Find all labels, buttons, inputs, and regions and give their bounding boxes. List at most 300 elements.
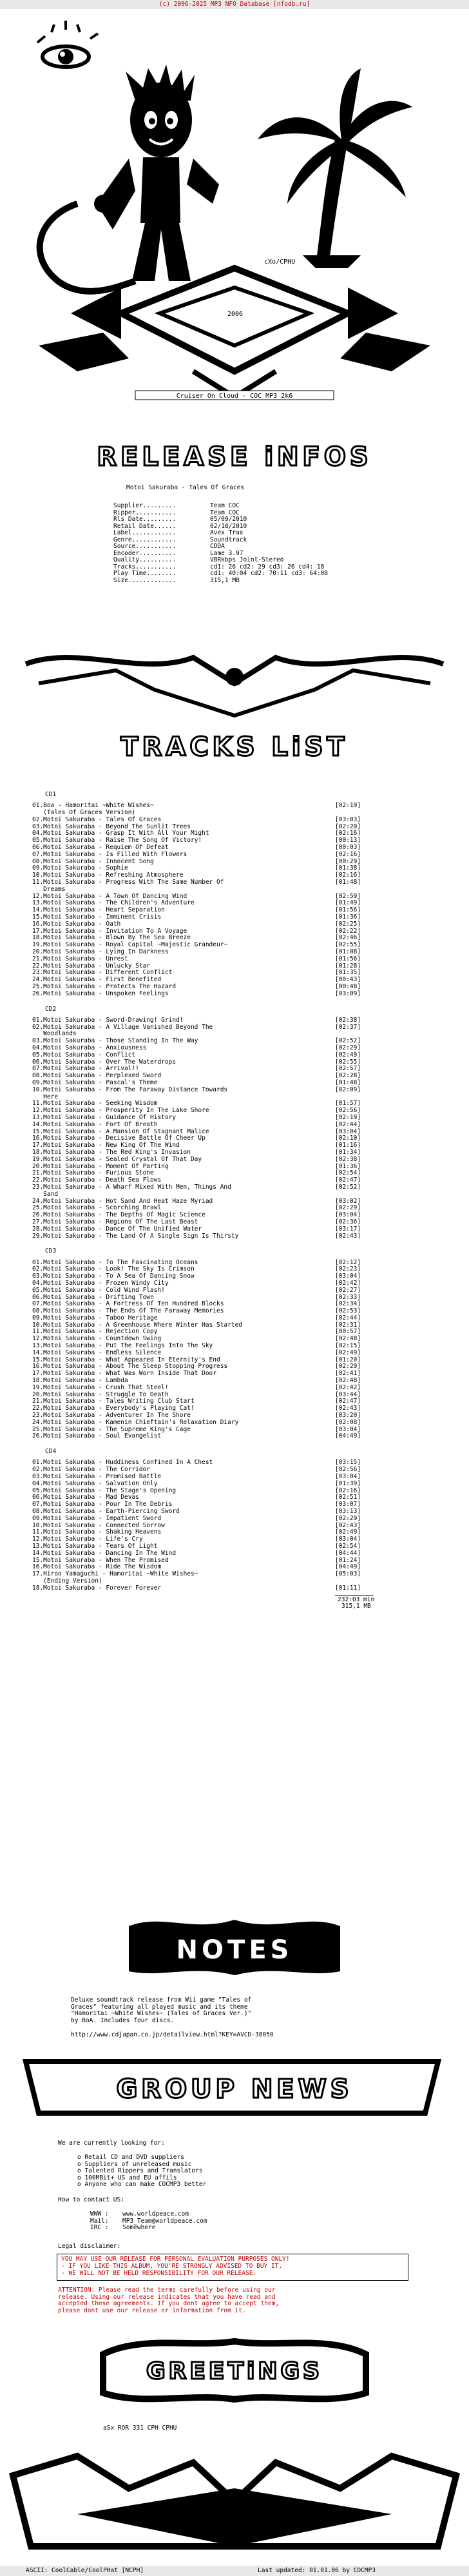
track-title: 28.Motoi Sakuraba - Dance Of The Unified Water (32, 1225, 202, 1233)
track-duration: [00:48] (335, 982, 361, 990)
release-field-label: Genre............ (113, 536, 177, 543)
tracks-list-heading (0, 728, 469, 766)
news-item: o Anyone who can make COCMP3 better (77, 2181, 207, 2188)
track-title: 03.Motoi Sakuraba - To A Sea Of Dancing Snow (32, 1273, 195, 1280)
track-duration: [02:25] (335, 920, 361, 928)
contact-value: MP3_Team@worldpeace.com (122, 2217, 207, 2225)
release-field-label: Tracks........... (113, 563, 177, 571)
track-title: 25.Motoi Sakuraba - The Supreme King's Cage (32, 1425, 191, 1433)
track-title: 15.Motoi Sakuraba - Imminent Crisis (32, 913, 162, 921)
attention-text (58, 2287, 279, 2314)
track-title: 03.Motoi Sakuraba - Those Standing In The Way (32, 1037, 198, 1045)
track-title: Here (32, 1093, 59, 1100)
track-row (32, 1024, 380, 1031)
track-title: 11.Motoi Sakuraba - Progress With The Same Number Of (32, 879, 224, 886)
track-title: 19.Motoi Sakuraba - Royal Capital ~Majestic Grandeur~ (32, 941, 228, 949)
track-row (32, 1087, 380, 1094)
track-duration: [01:20] (335, 1356, 361, 1363)
contact-label: WWW : (90, 2210, 109, 2218)
footer-right: Last updated: 01.01.06 by COCMP3 (258, 2567, 376, 2574)
track-title: 14.Motoi Sakuraba - Dancing In The Wind (32, 1549, 177, 1557)
track-duration: [03:20] (335, 1412, 361, 1420)
release-field-value: Soundtrack (210, 536, 247, 543)
track-title: 10.Motoi Sakuraba - From The Faraway Distance Towards (32, 1086, 228, 1093)
track-title: 25.Motoi Sakuraba - Protects The Hazard (32, 982, 177, 990)
track-duration: [02:34] (335, 1300, 361, 1308)
track-title: 29.Motoi Sakuraba - The Land Of A Single Sign Is Thirsty (32, 1232, 239, 1240)
track-title: 21.Motoi Sakuraba - Tales Writing Club Start (32, 1398, 195, 1405)
track-duration: [02:56] (335, 1107, 361, 1115)
track-duration: [03:04] (335, 1536, 361, 1543)
release-field-label: Encoder.......... (113, 549, 177, 557)
track-duration: [00:13] (335, 837, 361, 844)
track-duration: [02:49] (335, 1349, 361, 1356)
track-title: 01.Boa - Hamoritai ~White Wishes~ (32, 802, 154, 810)
track-row (32, 879, 380, 886)
track-duration: [02:53] (335, 1307, 361, 1315)
contact-value: www.worldpeace.com (122, 2210, 189, 2218)
release-field-label: Play Time........ (113, 570, 177, 577)
track-duration: [01:36] (335, 1162, 361, 1170)
track-duration: [02:19] (335, 1113, 361, 1121)
track-title: 09.Motoi Sakuraba - Taboo Heritage (32, 1314, 158, 1322)
track-title: 27.Motoi Sakuraba - Regions Of The Last Beast (32, 1218, 198, 1225)
eye-icon (37, 21, 98, 67)
track-title: 26.Motoi Sakuraba - Unspoken Feelings (32, 990, 169, 997)
figure-icon (40, 64, 219, 291)
release-infos-title: RELEASE iNFOS (97, 442, 372, 472)
track-title: 24.Motoi Sakuraba - First Benefited (32, 976, 162, 984)
logo-banner: Cruiser On Cloud - COC MP3 2k6 (176, 393, 293, 400)
track-title: 20.Motoi Sakuraba - Moment Of Parting (32, 1162, 169, 1170)
track-duration: [02:09] (335, 1086, 361, 1093)
news-item: o 100MBit+ US and EU affils (77, 2174, 177, 2181)
notes-text (71, 1997, 251, 2024)
cd-label: CD4 (45, 1448, 57, 1456)
contact-row (90, 2224, 156, 2232)
track-duration: [01:35] (335, 969, 361, 977)
track-duration: [01:38] (335, 864, 361, 872)
track-duration: [02:12] (335, 1258, 361, 1266)
track-title: 02.Motoi Sakuraba - Look! The Sky Is Crimson (32, 1265, 195, 1273)
track-duration: [01:56] (335, 906, 361, 914)
track-title: 04.Motoi Sakuraba - Grasp It With All Your Might (32, 830, 209, 837)
track-title: 14.Motoi Sakuraba - Fort Of Breath (32, 1120, 158, 1128)
track-duration: [02:48] (335, 1335, 361, 1343)
track-duration: [02:36] (335, 1218, 361, 1225)
release-field-label: Quality.......... (113, 556, 177, 563)
track-title: 26.Motoi Sakuraba - The Depths Of Magic Science (32, 1211, 206, 1219)
track-duration: [02:27] (335, 1286, 361, 1294)
track-duration: [02:16] (335, 872, 361, 879)
group-news-art (0, 2049, 469, 2126)
release-field-label: Rls Date......... (113, 516, 177, 523)
release-field-value: Team COC (210, 502, 240, 509)
track-title: 01.Motoi Sakuraba - Sword-Drawing! Grind! (32, 1016, 184, 1024)
track-title: 24.Motoi Sakuraba - Kamenin Chieftain's Relaxation Diary (32, 1418, 239, 1426)
track-row (32, 1233, 380, 1240)
track-title: 11.Motoi Sakuraba - Shaking Heavens (32, 1528, 162, 1536)
track-title: 15.Motoi Sakuraba - What Appeared In Eternity's End (32, 1356, 220, 1363)
track-title: 01.Motoi Sakuraba - Huddiness Confined In A Chest (32, 1459, 213, 1467)
track-duration: [03:04] (335, 1211, 361, 1219)
track-duration: [02:29] (335, 1363, 361, 1371)
release-field-label: Supplier......... (113, 502, 177, 509)
track-title: 09.Motoi Sakuraba - Impatient Sword (32, 1514, 162, 1522)
track-duration: [02:54] (335, 1169, 361, 1177)
track-duration: [01:48] (335, 879, 361, 886)
track-duration: [01:34] (335, 1148, 361, 1156)
track-title: 12.Motoi Sakuraba - Countdown Swing (32, 1335, 162, 1343)
track-title: 16.Motoi Sakuraba - Oath (32, 920, 121, 928)
track-title: 08.Motoi Sakuraba - Earth-Piercing Sword (32, 1508, 180, 1516)
release-field-value: 315,1 MB (210, 576, 240, 584)
track-duration: [03:04] (335, 1473, 361, 1481)
track-title: 19.Motoi Sakuraba - Crush That Steel! (32, 1383, 169, 1391)
track-duration: [00:29] (335, 857, 361, 865)
track-title: 15.Motoi Sakuraba - When The Promised (32, 1556, 169, 1564)
track-title: 05.Motoi Sakuraba - Conflict (32, 1051, 136, 1059)
track-title: 22.Motoi Sakuraba - Death Sea Flows (32, 1176, 162, 1184)
track-title: 26.Motoi Sakuraba - Soul Evangelist (32, 1432, 162, 1440)
track-row (32, 1433, 380, 1440)
track-duration: [01:28] (335, 962, 361, 970)
release-field-label: Source........... (113, 543, 177, 550)
track-duration: [03:17] (335, 1225, 361, 1233)
track-duration: [01:49] (335, 899, 361, 907)
release-field-value: 05/09/2010 (210, 516, 247, 523)
release-infos-heading (0, 438, 469, 476)
logo-art (0, 10, 469, 423)
track-duration: [02:29] (335, 1204, 361, 1212)
track-duration: [01:39] (335, 1479, 361, 1487)
track-duration: [03:04] (335, 1127, 361, 1135)
top-bar (0, 0, 469, 9)
track-title: 01.Motoi Sakuraba - To The Fascinating Oceans (32, 1258, 198, 1266)
track-title: 21.Motoi Sakuraba - Unrest (32, 955, 128, 962)
track-title: 05.Motoi Sakuraba - Cold Wind Flash! (32, 1286, 165, 1294)
track-title: 02.Motoi Sakuraba - A Village Vanished Beyond The (32, 1023, 213, 1031)
track-duration: [04:49] (335, 1432, 361, 1440)
track-title: 11.Motoi Sakuraba - Rejection Copy (32, 1328, 158, 1336)
track-duration: [02:41] (335, 1370, 361, 1378)
track-title: 25.Motoi Sakuraba - Scorching Brawl (32, 1204, 162, 1212)
release-field-value: Team COC (210, 509, 240, 516)
track-title: 04.Motoi Sakuraba - Salvation Only (32, 1479, 158, 1487)
track-title: 18.Motoi Sakuraba - Blown By The Sea Breeze (32, 934, 191, 942)
notes-link[interactable]: http://www.cdjapan.co.jp/detailview.html?KEY=AVCD-38050 (71, 2031, 274, 2038)
track-duration: [02:22] (335, 927, 361, 935)
track-duration: [01:48] (335, 1078, 361, 1086)
release-field-value: Lame 3.97 (210, 549, 244, 557)
track-duration: [02:20] (335, 823, 361, 830)
track-duration: [02:44] (335, 1314, 361, 1322)
track-title: 18.Motoi Sakuraba - Forever Forever (32, 1584, 162, 1592)
logo-tag: cXo/CPHU (264, 259, 296, 266)
track-title: 10.Motoi Sakuraba - Refreshing Atmosphere (32, 872, 184, 879)
total-size: 315,1 MB (341, 1603, 371, 1610)
cd-label: CD2 (45, 1005, 57, 1013)
attention-line: ATTENTION: Please read the terms carefully before using our (58, 2287, 276, 2294)
track-title: 21.Motoi Sakuraba - Furious Stone (32, 1169, 154, 1177)
track-duration: [02:52] (335, 1183, 361, 1191)
track-title: 17.Motoi Sakuraba - What Was Worn Inside That Door (32, 1370, 216, 1378)
disclaimer-box (57, 2254, 408, 2281)
track-duration: [02:51] (335, 1494, 361, 1501)
track-duration: [00:43] (335, 976, 361, 984)
news-item: o Talented Rippers and Translators (77, 2167, 203, 2174)
track-title: 22.Motoi Sakuraba - Unlucky Star (32, 962, 151, 970)
track-duration: [02:43] (335, 1405, 361, 1412)
track-duration: [04:44] (335, 1549, 361, 1557)
track-duration: [02:28] (335, 1072, 361, 1080)
track-title: 06.Motoi Sakuraba - Requiem Of Defeat (32, 844, 169, 852)
attention-line: release. Using our release indicates that you have read and (58, 2293, 276, 2301)
track-duration: [03:04] (335, 1425, 361, 1433)
track-title: 12.Motoi Sakuraba - A Town Of Dancing Wind (32, 892, 187, 900)
contact-value: Somewhere (122, 2224, 156, 2231)
track-duration: [02:47] (335, 1398, 361, 1405)
track-title: 04.Motoi Sakuraba - Anxiousness (32, 1044, 147, 1051)
track-duration: [02:42] (335, 1383, 361, 1391)
greetings-text: aSx ROR 331 CPH CPHU (103, 2425, 177, 2432)
tracklist (32, 792, 380, 1610)
track-title: 22.Motoi Sakuraba - Everybody's Playing Cat! (32, 1405, 195, 1412)
track-title: 13.Motoi Sakuraba - Tears Of Light (32, 1543, 158, 1550)
track-duration: [02:42] (335, 1279, 361, 1287)
track-title: 02.Motoi Sakuraba - The Corridor (32, 1466, 151, 1474)
track-title: 16.Motoi Sakuraba - Ride The Wisdom (32, 1563, 162, 1571)
track-row (32, 991, 380, 998)
logo-year: 2006 (227, 311, 244, 318)
track-duration: [02:16] (335, 830, 361, 837)
looking-for: We are currently looking for: (58, 2140, 165, 2147)
track-title: 16.Motoi Sakuraba - Decisive Battle Of Cheer Up (32, 1135, 206, 1142)
track-title: Dreams (32, 885, 66, 893)
attention-line: please dont use our release or information from it. (58, 2307, 246, 2314)
track-title: 08.Motoi Sakuraba - Innocent Song (32, 857, 154, 865)
notes-line: "Hamoritai ~White Wishes~ (Tales of Graces Ver.)" (71, 2010, 252, 2017)
track-duration: [02:59] (335, 892, 361, 900)
total-time: 232:03 min (338, 1595, 375, 1603)
track-duration: [02:38] (335, 1155, 361, 1163)
track-duration: [00:03] (335, 844, 361, 852)
track-title: 17.Motoi Sakuraba - New King Of The Wind (32, 1142, 180, 1149)
track-title: 17.Motoi Sakuraba - Invitation To A Voyage (32, 927, 187, 935)
track-duration: [01:56] (335, 955, 361, 962)
track-duration: [02:16] (335, 1487, 361, 1494)
track-duration: [02:29] (335, 1044, 361, 1051)
news-item: o Retail CD and DVD suppliers (77, 2154, 184, 2161)
cd-gap (32, 1440, 380, 1449)
disclaimer-line: - IF YOU LIKE THIS ALBUM, YOU'RE STRONGLY ADVISED TO BUY IT. (61, 2263, 283, 2270)
track-title: 03.Motoi Sakuraba - Beyond The Sunlit Trees (32, 823, 191, 830)
track-title: 13.Motoi Sakuraba - The Children's Adventure (32, 899, 195, 907)
track-duration: [02:46] (335, 934, 361, 942)
track-duration: [03:03] (335, 815, 361, 823)
track-duration: [02:38] (335, 1016, 361, 1024)
track-duration: [01:16] (335, 1142, 361, 1149)
track-title: (Ending Version) (32, 1577, 102, 1585)
track-title: Sand (32, 1190, 59, 1198)
track-title: 20.Motoi Sakuraba - Lying In Darkness (32, 948, 169, 955)
track-duration: [03:02] (335, 1197, 361, 1205)
track-title: 14.Motoi Sakuraba - Endless Silence (32, 1349, 162, 1356)
track-duration: [02:49] (335, 1051, 361, 1059)
contact-label: Mail: (90, 2217, 109, 2225)
track-title: 13.Motoi Sakuraba - Guidance Of History (32, 1113, 177, 1121)
track-duration: [03:07] (335, 1501, 361, 1508)
release-title: Motoi Sakuraba - Tales Of Graces (126, 484, 245, 491)
track-duration: [02:31] (335, 1321, 361, 1329)
track-title: 06.Motoi Sakuraba - Drifting Town (32, 1293, 154, 1301)
track-duration: [02:43] (335, 1232, 361, 1240)
track-duration: [02:08] (335, 1418, 361, 1426)
track-duration: [01:11] (335, 1584, 361, 1592)
track-title: 14.Motoi Sakuraba - Heart Separation (32, 906, 165, 914)
release-field-value: cd1: 40:04 cd2: 70:11 cd3: 64:08 (210, 570, 329, 577)
release-field-value: Avex Trax (210, 529, 244, 536)
track-title: 08.Motoi Sakuraba - Perplexed Sword (32, 1072, 162, 1080)
track-title: 08.Motoi Sakuraba - The Ends Of The Faraway Memories (32, 1307, 224, 1315)
release-field-label: Size............. (113, 576, 177, 584)
track-duration: [02:55] (335, 1058, 361, 1066)
track-title: 09.Motoi Sakuraba - Pascal's Theme (32, 1078, 158, 1086)
footer-left: ASCII: CoolCable/CoolPHat [NCPH] (26, 2567, 144, 2574)
track-title: 10.Motoi Sakuraba - Connected Sorrow (32, 1521, 165, 1529)
track-title: 12.Motoi Sakuraba - Life's Cry (32, 1536, 143, 1543)
track-duration: [02:48] (335, 1377, 361, 1385)
release-field-value: CDDA (210, 543, 225, 550)
track-duration: [03:15] (335, 1459, 361, 1467)
track-title: Woodlands (32, 1030, 77, 1038)
track-title: 23.Motoi Sakuraba - Different Conflict (32, 969, 173, 977)
disclaimer-line: YOU MAY USE OUR RELEASE FOR PERSONAL EVALUATION PURPOSES ONLY! (61, 2256, 290, 2263)
notes-art (0, 1913, 469, 1984)
track-duration: [02:23] (335, 1265, 361, 1273)
track-duration: [02:54] (335, 1543, 361, 1550)
track-title: 12.Motoi Sakuraba - Prosperity In The Lake Shore (32, 1107, 209, 1115)
tracks-list-title: TRACKS LiST (120, 732, 349, 762)
track-title: 02.Motoi Sakuraba - Tales Of Graces (32, 815, 162, 823)
track-title: 23.Motoi Sakuraba - A Wharf Mixed With Men, Things And (32, 1183, 231, 1191)
notes-line: by BoA. Includes four discs. (71, 2016, 175, 2024)
release-field-label: Ripper........... (113, 509, 177, 516)
notes-line: Graces" featuring all played music and its theme (71, 2003, 248, 2011)
divider-art-1 (0, 638, 469, 728)
diamond-frame (39, 268, 430, 397)
track-duration: [02:37] (335, 1023, 361, 1031)
track-duration: [02:44] (335, 1120, 361, 1128)
track-title: 05.Motoi Sakuraba - The Stage's Opening (32, 1487, 177, 1494)
contacts (90, 2210, 207, 2232)
release-field (113, 576, 240, 585)
track-title: 07.Motoi Sakuraba - Pour In The Debris (32, 1501, 173, 1508)
release-field-label: Retail Date...... (113, 522, 177, 530)
track-duration: [02:57] (335, 1065, 361, 1073)
track-title: 07.Motoi Sakuraba - Is Filled With Flowers (32, 850, 187, 858)
track-duration: [05:03] (335, 1570, 361, 1578)
contact-title: How to contact US: (58, 2196, 124, 2203)
track-title: 16.Motoi Sakuraba - About The Sleep Stopping Progress (32, 1363, 228, 1371)
track-title: 23.Motoi Sakuraba - Adventurer In The Shore (32, 1412, 191, 1420)
news-item: o Suppliers of unreleased music (77, 2160, 192, 2168)
greetings-title: GREETiNGS (146, 2358, 323, 2385)
release-field-label: Label............ (113, 529, 177, 536)
track-row (32, 1184, 380, 1191)
track-duration: [02:10] (335, 1135, 361, 1142)
copyright-text: (c) 2006-2025 MP3 NFO Database [nfodb.ru] (158, 1, 311, 8)
track-title: 03.Motoi Sakuraba - Promised Battle (32, 1473, 162, 1481)
track-duration: [04:49] (335, 1563, 361, 1571)
track-duration: [02:47] (335, 1176, 361, 1184)
track-duration: [01:24] (335, 1556, 361, 1564)
track-title: 11.Motoi Sakuraba - Seeking Wisdom (32, 1100, 158, 1107)
track-duration: [00:57] (335, 1328, 361, 1336)
track-title: 07.Motoi Sakuraba - A Fortress Of Ten Hundred Blocks (32, 1300, 224, 1308)
release-field-value: cd1: 26 cd2: 29 cd3: 26 cd4: 18 (210, 563, 325, 571)
notes-line: Deluxe soundtrack release from Wii game "Tales of (71, 1996, 252, 2004)
track-duration: [01:36] (335, 913, 361, 921)
track-duration: [02:56] (335, 1466, 361, 1474)
track-title: 06.Motoi Sakuraba - Over The Waterdrops (32, 1058, 177, 1066)
track-title: 17.Hiroo Yamaguchi - Hamoritai ~White Wishes~ (32, 1570, 198, 1578)
track-title: 13.Motoi Sakuraba - Put The Feelings Into The Sky (32, 1342, 213, 1350)
cd-gap (32, 1240, 380, 1248)
notes-title: NOTES (176, 1935, 293, 1965)
track-title: 20.Motoi Sakuraba - Struggle To Death (32, 1390, 169, 1398)
track-duration: [02:49] (335, 1528, 361, 1536)
track-title: 06.Motoi Sakuraba - Mad Devas (32, 1494, 139, 1501)
track-duration: [03:13] (335, 1508, 361, 1516)
disclaimer-line: - WE WILL NOT BE HELD RESPONSIBILITY FOR OUR RELEASE. (61, 2270, 257, 2277)
cd-label: CD3 (45, 1247, 57, 1255)
track-title: 04.Motoi Sakuraba - Frozen Windy City (32, 1279, 169, 1287)
track-duration: [02:15] (335, 1342, 361, 1350)
release-fields (113, 502, 329, 584)
track-duration: [02:55] (335, 941, 361, 949)
track-title: 19.Motoi Sakuraba - Sealed Crystal Of That Day (32, 1155, 202, 1163)
track-title: 07.Motoi Sakuraba - Arrival!! (32, 1065, 139, 1073)
track-title: (Tales Of Graces Version) (32, 809, 136, 817)
track-duration: [02:52] (335, 1037, 361, 1045)
release-field-value: VBRkbps Joint-Stereo (210, 556, 284, 563)
greetings-art (0, 2328, 469, 2412)
footer-bar (0, 2566, 469, 2576)
track-duration: [02:29] (335, 1514, 361, 1522)
track-row (32, 1585, 380, 1592)
track-duration: [01:08] (335, 948, 361, 955)
track-duration: [01:57] (335, 1100, 361, 1107)
cd-gap (32, 998, 380, 1006)
legal-title: Legal disclaimer: (58, 2243, 121, 2250)
track-title: 18.Motoi Sakuraba - Lambda (32, 1377, 128, 1385)
news-items (77, 2154, 206, 2189)
footer-art (0, 2450, 469, 2563)
track-title: 18.Motoi Sakuraba - The Red King's Invasion (32, 1148, 191, 1156)
track-duration: [03:09] (335, 990, 361, 997)
cd-label: CD1 (45, 791, 57, 798)
track-duration: [02:16] (335, 850, 361, 858)
track-title: 09.Motoi Sakuraba - Sophie (32, 864, 128, 872)
track-duration: [02:33] (335, 1293, 361, 1301)
group-news-title: GROUP NEWS (116, 2074, 353, 2104)
track-title: 05.Motoi Sakuraba - Raise The Song Of Victory! (32, 837, 202, 844)
track-title: 10.Motoi Sakuraba - A Greenhouse Where Winter Has Started (32, 1321, 243, 1329)
track-title: 24.Motoi Sakuraba - Hot Sand And Heat Haze Myriad (32, 1197, 213, 1205)
attention-line: accepted these agreements. If you dont agree to accept them, (58, 2300, 280, 2307)
palm-tree-icon (258, 68, 412, 268)
